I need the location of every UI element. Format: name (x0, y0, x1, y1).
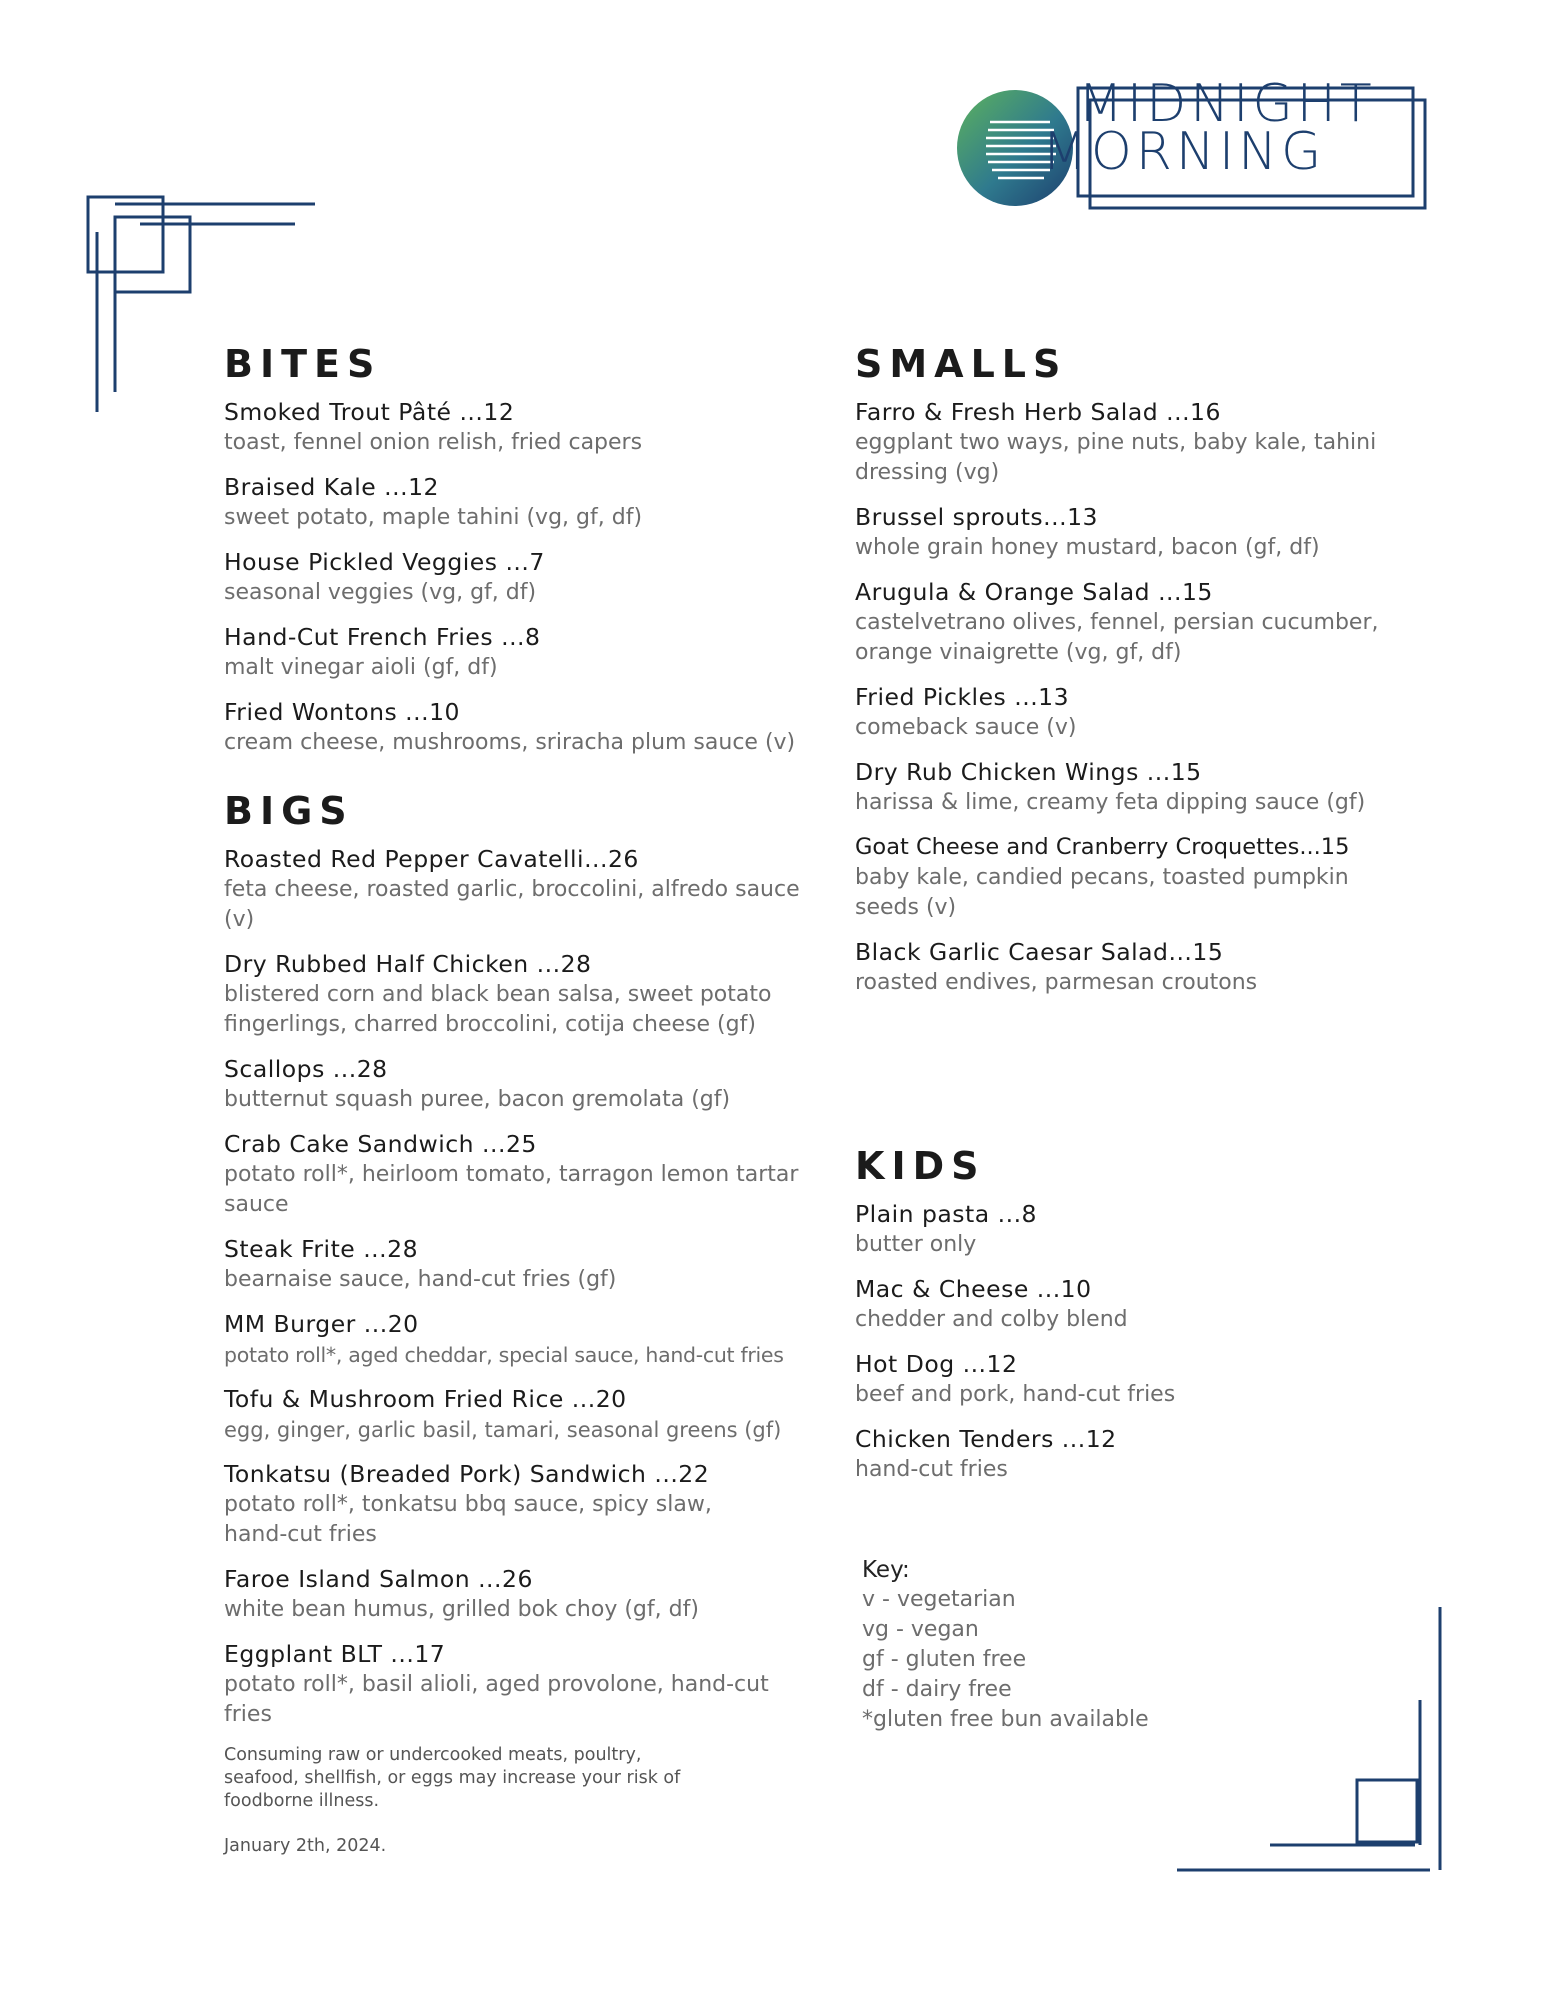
menu-item (224, 1129, 814, 1220)
menu-item (855, 1274, 1455, 1335)
menu-item (855, 757, 1455, 818)
logo-line-1: MIDNIGHT (1078, 74, 1376, 134)
item-name: Faroe Island Salmon ...26 (224, 1565, 533, 1593)
key-line: vg - vegan (862, 1617, 979, 1642)
menu-item (855, 832, 1455, 923)
item-name: Fried Wontons ...10 (224, 698, 460, 726)
key-title: Key: (862, 1557, 910, 1583)
item-name: Hot Dog ...12 (855, 1350, 1018, 1378)
item-description: eggplant two ways, pine nuts, baby kale, tahini dressing (vg) (855, 430, 1377, 485)
item-description: potato roll*, basil alioli, aged provolone, hand-cut fries (224, 1672, 769, 1727)
item-name: Roasted Red Pepper Cavatelli...26 (224, 845, 639, 873)
item-name: MM Burger ...20 (224, 1310, 419, 1338)
item-name: Scallops ...28 (224, 1055, 388, 1083)
menu-item (855, 577, 1455, 668)
dietary-key (862, 1555, 1149, 1735)
section-title-bigs: BIGS (224, 789, 354, 833)
section-bites (224, 342, 814, 772)
item-description: butternut squash puree, bacon gremolata (gf) (224, 1087, 731, 1112)
key-line: v - vegetarian (862, 1587, 1016, 1612)
item-description: hand-cut fries (855, 1457, 1008, 1482)
menu-item (224, 547, 814, 608)
item-name: Arugula & Orange Salad ...15 (855, 578, 1213, 606)
item-description: potato roll*, aged cheddar, special sauce, hand-cut fries (224, 1343, 784, 1367)
item-description: harissa & lime, creamy feta dipping sauce (gf) (855, 790, 1366, 815)
section-title-kids: KIDS (855, 1144, 986, 1188)
menu-item (224, 1384, 814, 1445)
key-line: df - dairy free (862, 1677, 1012, 1702)
menu-item (224, 1234, 814, 1295)
section-title-smalls: SMALLS (855, 342, 1068, 386)
menu-item (224, 697, 814, 758)
restaurant-logo (950, 74, 1440, 214)
logo-line-2: MORNING (1042, 122, 1326, 182)
menu-item (855, 1424, 1455, 1485)
key-line: gf - gluten free (862, 1647, 1027, 1672)
item-description: sweet potato, maple tahini (vg, gf, df) (224, 505, 643, 530)
menu-item (855, 502, 1455, 563)
item-description: seasonal veggies (vg, gf, df) (224, 580, 537, 605)
item-description: white bean humus, grilled bok choy (gf, df) (224, 1597, 699, 1622)
menu-item (224, 397, 814, 458)
menu-item (224, 1309, 814, 1370)
item-name: Crab Cake Sandwich ...25 (224, 1130, 537, 1158)
item-name: Smoked Trout Pâté ...12 (224, 398, 515, 426)
item-name: Brussel sprouts...13 (855, 503, 1098, 531)
key-line: *gluten free bun available (862, 1707, 1149, 1732)
menu-item (224, 1459, 814, 1550)
item-name: House Pickled Veggies ...7 (224, 548, 545, 576)
item-description: chedder and colby blend (855, 1307, 1128, 1332)
item-description: toast, fennel onion relish, fried capers (224, 430, 643, 455)
section-bigs (224, 789, 814, 1744)
section-smalls (855, 342, 1455, 1012)
item-name: Goat Cheese and Cranberry Croquettes...15 (855, 834, 1350, 860)
item-description: whole grain honey mustard, bacon (gf, df) (855, 535, 1320, 560)
item-name: Steak Frite ...28 (224, 1235, 419, 1263)
item-description: baby kale, candied pecans, toasted pumpkin seeds (v) (855, 865, 1349, 920)
item-description: egg, ginger, garlic basil, tamari, seasonal greens (gf) (224, 1418, 782, 1442)
item-name: Fried Pickles ...13 (855, 683, 1070, 711)
item-name: Tonkatsu (Breaded Pork) Sandwich ...22 (224, 1460, 710, 1488)
menu-item (224, 1054, 814, 1115)
item-name: Chicken Tenders ...12 (855, 1425, 1117, 1453)
item-description: beef and pork, hand-cut fries (855, 1382, 1176, 1407)
item-name: Black Garlic Caesar Salad...15 (855, 938, 1224, 966)
item-description: roasted endives, parmesan croutons (855, 970, 1258, 995)
menu-item (224, 472, 814, 533)
item-name: Plain pasta ...8 (855, 1200, 1038, 1228)
section-kids (855, 1144, 1455, 1499)
menu-item (855, 397, 1455, 488)
menu-item (224, 1639, 814, 1730)
menu-item (855, 937, 1455, 998)
item-name: Mac & Cheese ...10 (855, 1275, 1092, 1303)
item-description: cream cheese, mushrooms, sriracha plum sauce (v) (224, 730, 796, 755)
item-description: potato roll*, tonkatsu bbq sauce, spicy slaw, hand-cut fries (224, 1492, 712, 1547)
menu-item (224, 949, 814, 1040)
item-name: Eggplant BLT ...17 (224, 1640, 446, 1668)
menu-date: January 2th, 2024. (224, 1836, 387, 1856)
menu-item (224, 844, 814, 935)
item-name: Dry Rub Chicken Wings ...15 (855, 758, 1202, 786)
item-description: butter only (855, 1232, 977, 1257)
item-name: Dry Rubbed Half Chicken ...28 (224, 950, 592, 978)
menu-item (855, 682, 1455, 743)
section-title-bites: BITES (224, 342, 382, 386)
item-name: Braised Kale ...12 (224, 473, 439, 501)
item-description: castelvetrano olives, fennel, persian cucumber, orange vinaigrette (vg, gf, df) (855, 610, 1379, 665)
item-name: Tofu & Mushroom Fried Rice ...20 (224, 1385, 627, 1413)
item-name: Hand-Cut French Fries ...8 (224, 623, 541, 651)
menu-item (855, 1349, 1455, 1410)
menu-item (224, 622, 814, 683)
corner-ornament-bottom-right (1175, 1605, 1455, 1890)
item-description: comeback sauce (v) (855, 715, 1077, 740)
item-description: malt vinegar aioli (gf, df) (224, 655, 498, 680)
item-description: blistered corn and black bean salsa, sweet potato fingerlings, charred broccolini, cotija cheese (gf) (224, 982, 772, 1037)
item-description: feta cheese, roasted garlic, broccolini, alfredo sauce (v) (224, 877, 800, 932)
item-name: Farro & Fresh Herb Salad ...16 (855, 398, 1221, 426)
menu-item (224, 1564, 814, 1625)
item-description: potato roll*, heirloom tomato, tarragon lemon tartar sauce (224, 1162, 799, 1217)
food-safety-disclaimer: Consuming raw or undercooked meats, poultry, seafood, shellfish, or eggs may increase your risk of foodborne illness. (224, 1745, 681, 1811)
item-description: bearnaise sauce, hand-cut fries (gf) (224, 1267, 617, 1292)
menu-item (855, 1199, 1455, 1260)
